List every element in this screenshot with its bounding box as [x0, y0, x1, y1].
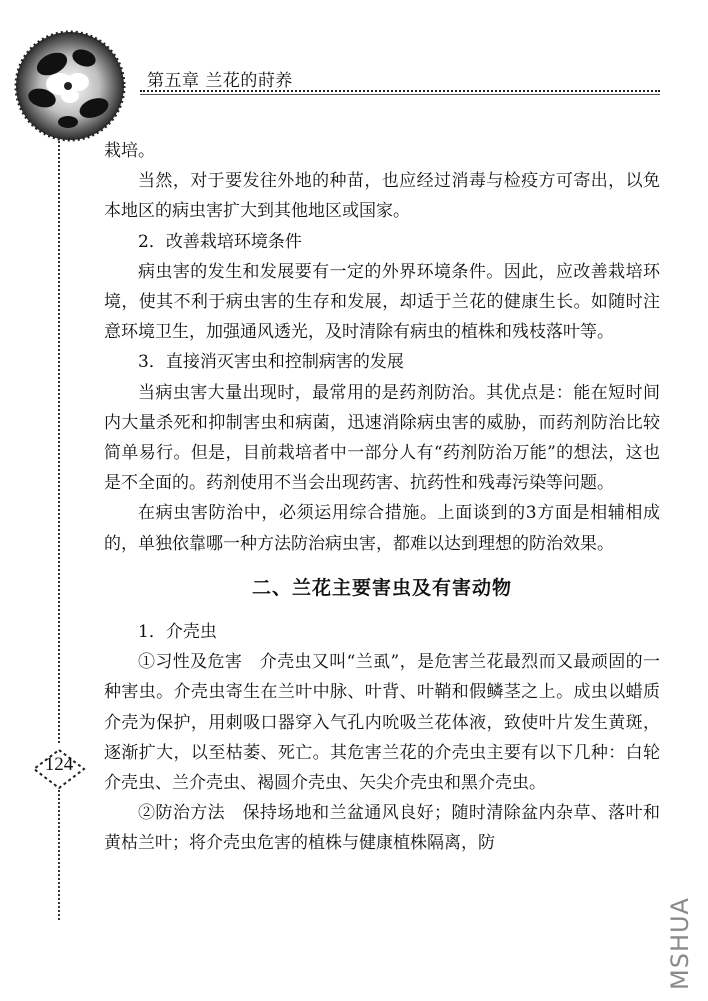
paragraph: ②防治方法 保持场地和兰盆通风良好；随时清除盆内杂草、落叶和黄枯兰叶；将介壳虫危害的植株与健康植株隔离，防: [104, 803, 660, 854]
paragraph: 在病虫害防治中，必须运用综合措施。上面谈到的3方面是相辅相成的，单独依靠哪一种方法防治病虫害，都难以达到理想的防治效果。: [104, 503, 660, 554]
orchid-emblem-icon: [12, 24, 132, 144]
watermark-text: MSHUA: [666, 897, 694, 990]
header-rule: [140, 90, 660, 92]
page-number: 124: [44, 754, 74, 775]
numbered-subheading: 2．改善栽培环境条件: [138, 231, 302, 252]
chapter-title: 第五章 兰花的莳养: [147, 71, 293, 91]
paragraph: 栽培。: [104, 141, 155, 161]
numbered-subheading: 3．直接消灭害虫和控制病害的发展: [138, 352, 404, 373]
margin-dotted-line: [58, 138, 60, 743]
paragraph: 当病虫害大量出现时，最常用的是药剂防治。其优点是：能在短时间内大量杀死和抑制害虫和病菌，迅速消除病虫害的威胁，而药剂防治比较简单易行。但是，目前栽培者中一部分人有“药剂防治万能”的想法，这也是不全面的。药剂使用不当会出现药害、抗药性和残毒污染等问题。: [104, 382, 660, 494]
watermark: [664, 882, 696, 992]
paragraph: 当然，对于要发往外地的种苗，也应经过消毒与检疫方可寄出，以免本地区的病虫害扩大到其他地区或国家。: [104, 171, 660, 222]
paragraph: ①习性及危害 介壳虫又叫“兰虱”，是危害兰花最烈而又最顽固的一种害虫。介壳虫寄生在兰叶中脉、叶背、叶鞘和假鳞茎之上。成虫以蜡质介壳为保护，用刺吸口器穿入气孔内吮吸兰花体液，致使叶片发生黄斑，逐渐扩大，以至枯萎、死亡。其危害兰花的介壳虫主要有以下几种：白轮介壳虫、兰介壳虫、褐圆介壳虫、矢尖介壳虫和黑介壳虫。: [104, 652, 660, 794]
header-rule-solid: [140, 94, 660, 95]
paragraph: 病虫害的发生和发展要有一定的外界环境条件。因此，应改善栽培环境，使其不利于病虫害的生存和发展，却适于兰花的健康生长。如随时注意环境卫生，加强通风透光，及时清除有病虫的植株和残枝落叶等。: [104, 261, 660, 343]
numbered-subheading: 1．介壳虫: [138, 622, 217, 643]
body-text: [104, 136, 660, 859]
margin-dotted-line: [58, 790, 60, 920]
section-heading: 二、兰花主要害虫及有害动物: [251, 576, 512, 599]
